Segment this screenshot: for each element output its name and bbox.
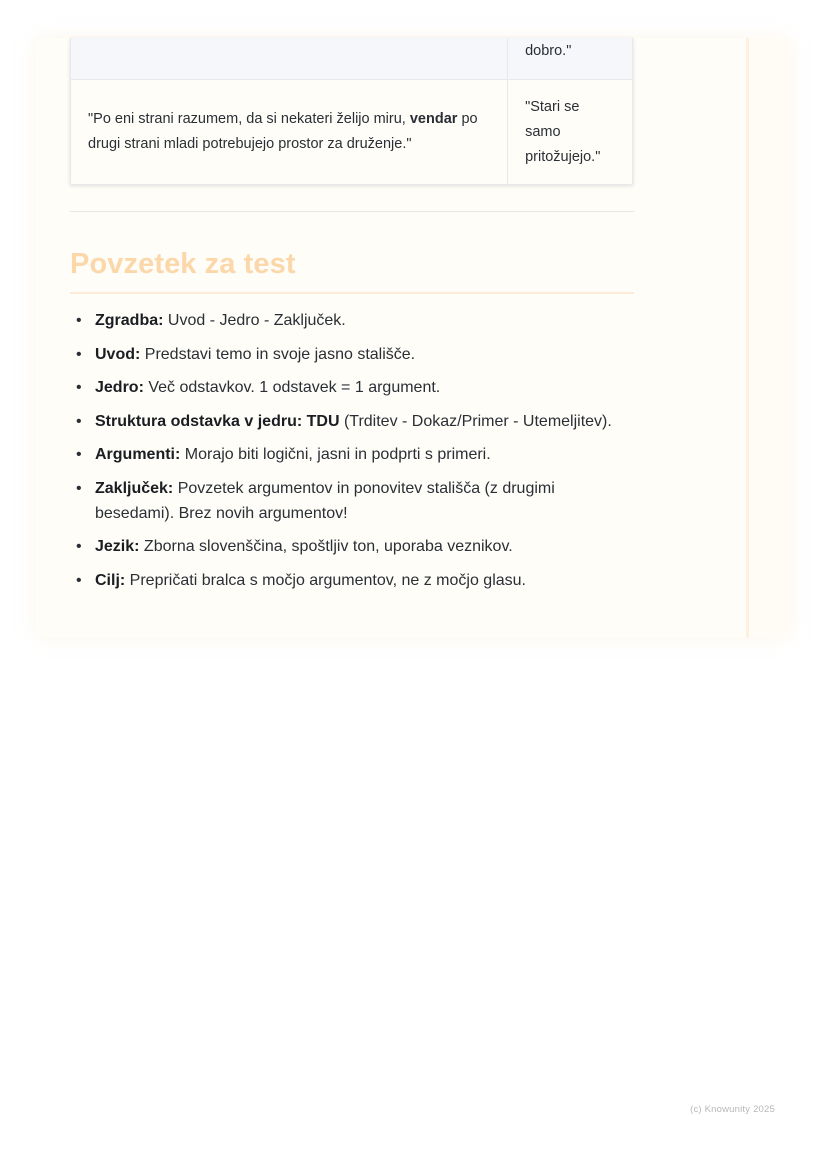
list-item <box>70 442 634 467</box>
item-label: Argumenti: <box>95 446 181 463</box>
list-item <box>70 534 634 559</box>
copyright-footer: (c) Knowunity 2025 <box>690 1104 775 1115</box>
bullet-icon: • <box>76 379 82 396</box>
item-label: Zgradba: <box>95 312 164 329</box>
item-label: Jezik: <box>95 538 140 555</box>
item-label: Uvod: <box>95 345 141 363</box>
list-item <box>70 568 634 593</box>
item-text: Zborna slovenščina, spoštljiv ton, uporaba veznikov. <box>139 538 513 555</box>
cell-text: po drugi strani mladi potrebujejo prostor za druženje." <box>88 111 478 152</box>
list-item <box>70 308 634 333</box>
table-row <box>71 38 633 80</box>
item-text: (Trditev - Dokaz/Primer - Utemeljitev). <box>339 412 612 430</box>
list-item <box>70 476 634 526</box>
table-cell: "Stari se samo pritožujejo." <box>508 80 633 185</box>
bullet-icon: • <box>76 312 82 329</box>
comparison-table <box>70 38 633 185</box>
title-underline <box>70 292 634 294</box>
item-text: Uvod - Jedro - Zaključek. <box>163 312 346 329</box>
item-label: Jedro: <box>95 379 144 396</box>
list-item <box>70 409 634 434</box>
table-cell <box>71 38 508 80</box>
bullet-icon: • <box>76 412 82 430</box>
document-content <box>70 38 634 601</box>
cell-text: "Po eni strani razumem, da si nekateri želijo miru, <box>88 111 410 127</box>
list-item <box>70 342 634 367</box>
bullet-icon: • <box>76 571 82 589</box>
side-margin <box>749 38 790 638</box>
divider <box>70 211 634 212</box>
summary-list <box>70 308 634 593</box>
item-label: Cilj: <box>95 571 126 589</box>
table-row <box>71 80 633 185</box>
item-text: Predstavi temo in svoje jasno stališče. <box>140 345 416 363</box>
item-text: Prepričati bralca s močjo argumentov, ne z močjo glasu. <box>125 571 526 589</box>
bullet-icon: • <box>76 538 82 555</box>
item-text: Več odstavkov. 1 odstavek = 1 argument. <box>143 379 441 396</box>
bullet-icon: • <box>76 345 82 363</box>
table-cell: dobro." <box>508 38 633 80</box>
bullet-icon: • <box>76 479 82 497</box>
list-item <box>70 375 634 400</box>
item-text: Povzetek argumentov in ponovitev stališča (z drugimi besedami). Brez novih argumentov! <box>95 479 555 522</box>
bullet-icon: • <box>76 446 82 463</box>
item-text: Morajo biti logični, jasni in podprti s primeri. <box>180 446 491 463</box>
item-label: Struktura odstavka v jedru: TDU <box>95 412 340 430</box>
table-cell <box>71 80 508 185</box>
cell-emphasis: vendar <box>409 111 458 127</box>
item-label: Zaključek: <box>95 479 174 497</box>
section-title: Povzetek za test <box>70 248 296 280</box>
